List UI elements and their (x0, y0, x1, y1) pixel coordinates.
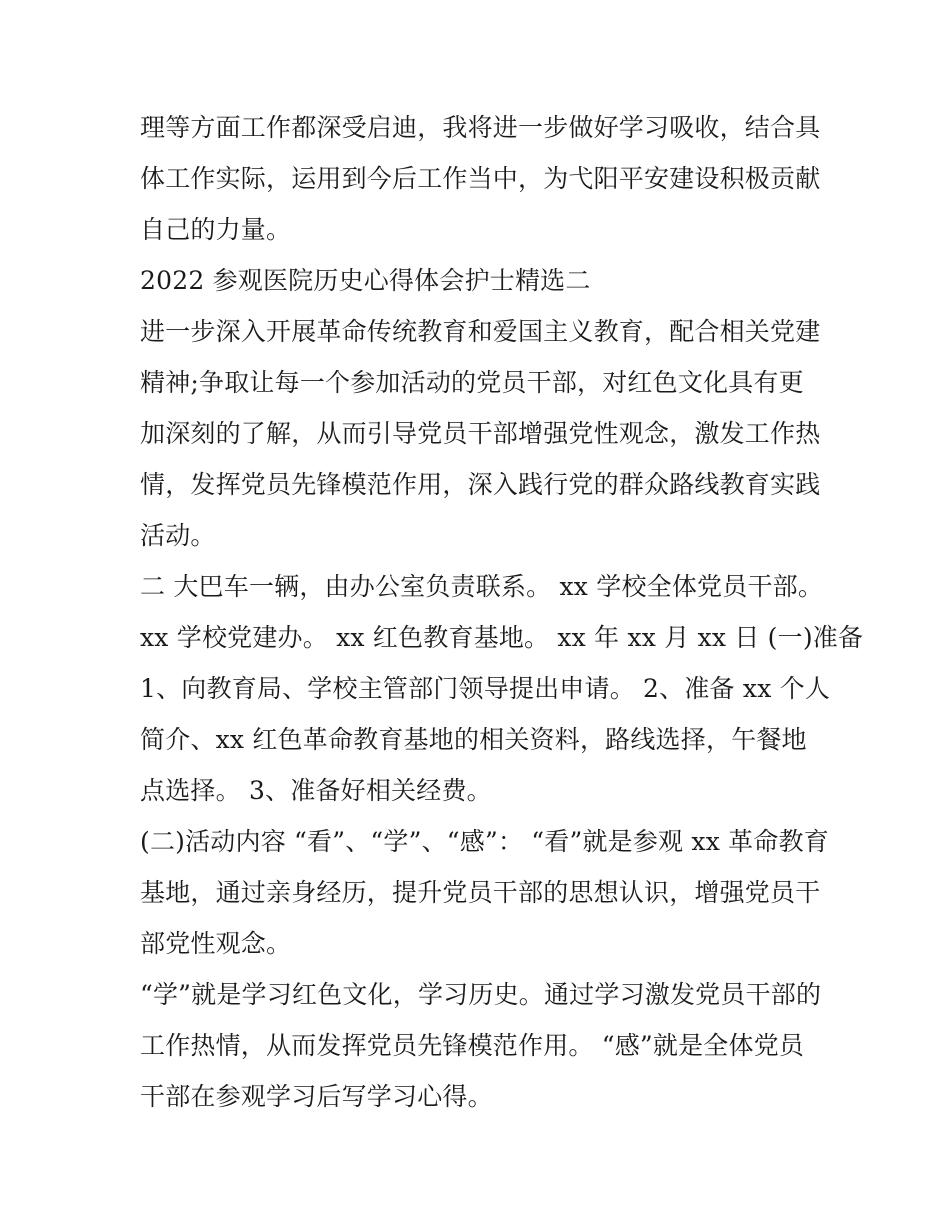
text-line: 活动。 (140, 521, 216, 550)
text-line: 情，发挥党员先锋模范作用，深入践行党的群众路线教育实践 (140, 470, 821, 499)
text-line: 干部在参观学习后写学习心得。 (140, 1082, 493, 1111)
text-line: 自己的力量。 (140, 215, 292, 244)
text-line: 简介、xx 红色革命教育基地的相关资料，路线选择，午餐地 (140, 725, 807, 754)
text-line: 点选择。 3、准备好相关经费。 (140, 776, 492, 805)
text-line: 1、向教育局、学校主管部门领导提出申请。 2、准备 xx 个人 (140, 674, 831, 703)
document-body (140, 102, 864, 1122)
text-line: 基地，通过亲身经历，提升党员干部的思想认识，增强党员干 (140, 878, 821, 907)
text-line: 部党性观念。 (140, 929, 292, 958)
text-line: xx 学校党建办。 xx 红色教育基地。 xx 年 xx 月 xx 日 (一)准备 (140, 623, 864, 652)
section-heading: 2022 参观医院历史心得体会护士精选二 (140, 266, 591, 295)
text-line: “学”就是学习红色文化，学习历史。通过学习激发党员干部的 (140, 980, 822, 1009)
text-line: 二 大巴车一辆，由办公室负责联系。 xx 学校全体党员干部。 (140, 572, 824, 601)
text-line: 体工作实际，运用到今后工作当中，为弋阳平安建设积极贡献 (140, 164, 821, 193)
text-line: 工作热情，从而发挥党员先锋模范作用。 “感”就是全体党员 (140, 1031, 805, 1060)
text-line: 理等方面工作都深受启迪，我将进一步做好学习吸收，结合具 (140, 113, 821, 142)
text-line: 精神;争取让每一个参加活动的党员干部，对红色文化具有更 (140, 368, 804, 397)
text-line: (二)活动内容 “看”、“学”、“感”： “看”就是参观 xx 革命教育 (140, 827, 829, 856)
text-line: 进一步深入开展革命传统教育和爱国主义教育，配合相关党建 (140, 317, 821, 346)
text-line: 加深刻的了解，从而引导党员干部增强党性观念，激发工作热 (140, 419, 821, 448)
